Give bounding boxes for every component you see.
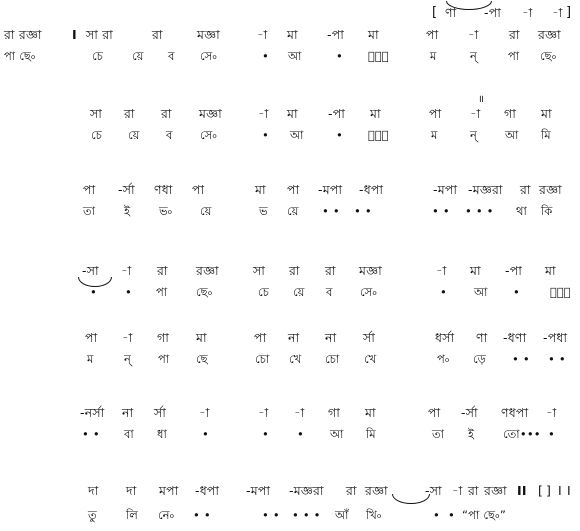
lyric: • <box>262 128 269 142</box>
note: পা <box>85 330 98 345</box>
notes-row <box>0 403 580 423</box>
note: -া <box>546 405 557 420</box>
lyric: ছে৹ <box>540 49 557 63</box>
lyric: • <box>548 427 555 441</box>
lyric: • <box>125 285 132 299</box>
note: -পা <box>327 27 345 42</box>
lyric: পা ছে৹ <box>4 49 36 63</box>
lyric: • • <box>82 427 100 441</box>
lyric: নে৹ <box>158 508 175 522</box>
lyric: ম <box>431 128 438 142</box>
note: -া <box>470 106 481 121</box>
note: -মজ্ঞরা <box>289 483 324 498</box>
lyric: • • • <box>292 508 321 522</box>
lyric: য়ে <box>293 285 305 299</box>
lyric: ধা <box>157 427 167 441</box>
lyric: আ <box>288 49 302 63</box>
lyric: লি <box>126 508 139 522</box>
lyric: য়ে <box>128 128 140 142</box>
note: রা <box>509 27 520 42</box>
note: II <box>517 483 527 498</box>
note: না <box>325 330 337 345</box>
lyric: পা <box>508 49 520 63</box>
lyrics-row <box>0 505 580 525</box>
note: পা <box>428 405 441 420</box>
lyric: য়ে <box>200 204 212 218</box>
lyric: তু <box>88 508 97 522</box>
note: -া <box>121 263 132 278</box>
lyric: ছে <box>196 352 208 366</box>
note: রজ্ঞা <box>484 483 507 498</box>
lyric: ভ৹ <box>159 204 173 218</box>
lyric: আঁ <box>335 508 349 522</box>
header-note: -া <box>522 5 533 20</box>
note: রা <box>325 263 336 278</box>
lyric: য়ে <box>132 49 144 63</box>
note: পা <box>426 27 439 42</box>
notes-row <box>0 481 580 501</box>
note: মা <box>287 27 298 42</box>
lyrics-row <box>0 282 580 302</box>
note: -া <box>436 263 447 278</box>
note: গা <box>504 106 517 121</box>
note: রজ্ঞা <box>539 182 562 197</box>
lyric: আ <box>505 128 519 142</box>
lyric: ই <box>468 427 475 441</box>
note: মা <box>545 263 556 278</box>
note: ণধপা <box>501 405 529 420</box>
lyric: চে <box>258 285 270 299</box>
note: মা <box>368 27 379 42</box>
lyric: “পা ছে৹” <box>462 508 507 522</box>
header-note: ণা <box>445 5 457 20</box>
lyric: য়ে <box>287 204 299 218</box>
note: রা <box>346 483 357 498</box>
lyric: • <box>262 427 269 441</box>
lyric: ভ <box>259 204 268 218</box>
note: মজ্ঞা <box>199 106 222 121</box>
note: -পধা <box>543 330 568 345</box>
note: I <box>558 483 562 498</box>
note: র্সা <box>154 405 167 420</box>
note: সা <box>90 106 103 121</box>
lyric: ম <box>430 49 437 63</box>
note: সা রা <box>86 27 113 42</box>
lyric: • • <box>354 204 372 218</box>
note: র্সা <box>363 330 376 345</box>
lyric: • <box>448 508 455 522</box>
notes-row <box>0 180 580 200</box>
note: রা <box>468 483 479 498</box>
note: পা <box>192 182 205 197</box>
lyric: • • <box>548 352 566 366</box>
lyrics-row <box>0 201 580 221</box>
note: গা <box>157 330 170 345</box>
lyric: চো <box>325 352 340 366</box>
note: ] <box>546 483 552 498</box>
note: -র্সা <box>118 182 135 197</box>
note: -ধপা <box>195 483 220 498</box>
note: দা <box>88 483 99 498</box>
header-open-bracket: [ <box>432 5 438 20</box>
note: -ধপা <box>359 182 384 197</box>
note: -মপা <box>433 182 458 197</box>
note: রা <box>289 263 300 278</box>
lyric: ড়ে <box>473 352 487 366</box>
note: -া <box>258 106 269 121</box>
lyric: পা <box>158 352 170 366</box>
lyric: • <box>433 508 440 522</box>
section-mark-glyph: ॥ <box>478 94 485 105</box>
note: দা <box>126 483 137 498</box>
note: মা <box>255 182 266 197</box>
notes-row <box>0 328 580 348</box>
note: -পা <box>328 106 346 121</box>
lyric: • • <box>193 508 211 522</box>
note: ণা <box>476 330 488 345</box>
lyric: তো••• <box>503 427 541 441</box>
lyric: • <box>262 49 269 63</box>
lyric: ন্ <box>470 128 478 142</box>
lyric: আ <box>330 427 344 441</box>
lyric: ব <box>326 285 333 299</box>
note: [ <box>538 483 544 498</box>
note: -মজ্ঞরা <box>468 182 503 197</box>
note: -সা <box>425 483 442 498</box>
note: না <box>288 330 300 345</box>
header-row <box>0 3 580 23</box>
lyrics-row <box>0 349 580 369</box>
note: -া <box>468 27 479 42</box>
note: রা <box>124 106 135 121</box>
notes-row <box>0 104 580 124</box>
lyric: মি <box>541 128 551 142</box>
lyric: খি৹ <box>366 508 382 522</box>
lyric: • • • <box>465 204 494 218</box>
note: -র্সা <box>461 405 478 420</box>
lyrics-row <box>0 424 580 444</box>
lyric: • <box>202 427 209 441</box>
lyric: বা <box>124 427 134 441</box>
note: -া <box>452 483 463 498</box>
lyric: সে৹ <box>200 128 218 142</box>
note: মা <box>287 106 298 121</box>
lyrics-row <box>0 125 580 145</box>
header-close-bracket: ] <box>566 5 572 20</box>
lyric: • • <box>322 204 340 218</box>
note: মা <box>365 405 376 420</box>
note: -মপা <box>318 182 343 197</box>
lyric: ম <box>87 352 94 366</box>
note: পা <box>83 182 96 197</box>
lyric: • <box>336 49 343 63</box>
note: রা <box>152 27 163 42</box>
lyric: • <box>513 285 520 299</box>
lyric: আ <box>290 128 304 142</box>
lyric: ছে৹ <box>196 285 213 299</box>
note: মা <box>470 263 481 278</box>
note: রজ্ঞা <box>365 483 388 498</box>
note: না <box>122 405 134 420</box>
lyric: চে <box>91 128 103 142</box>
lyric: মা॒ <box>368 49 389 63</box>
header-note: -া <box>552 5 563 20</box>
lyric: পা <box>156 285 168 299</box>
lyric: চো <box>255 352 270 366</box>
note: রজ্ঞা <box>196 263 219 278</box>
note: রা <box>157 263 168 278</box>
note: মা <box>196 330 207 345</box>
note: -া <box>199 405 210 420</box>
lyric: মা॒ <box>368 128 389 142</box>
note: রা <box>520 182 531 197</box>
lyric: থা <box>516 204 527 218</box>
lyric: খে <box>364 352 377 366</box>
lyric: খে <box>289 352 302 366</box>
note: রজ্ঞা <box>538 27 561 42</box>
note: মজ্ঞা <box>359 263 382 278</box>
note: -া <box>257 27 268 42</box>
lyric: • • <box>262 508 280 522</box>
note: সা <box>253 263 266 278</box>
note: পা <box>254 330 267 345</box>
note: -া <box>122 330 133 345</box>
lyric: • <box>440 285 447 299</box>
lyric: মি <box>366 427 376 441</box>
lyric: • <box>90 285 97 299</box>
note: -মপা <box>246 483 271 498</box>
lyric: প৹ <box>437 352 450 366</box>
lyric: সে৹ <box>360 285 378 299</box>
lyric: • <box>336 128 343 142</box>
note: রা রজ্ঞা <box>4 27 42 42</box>
note: I <box>567 483 571 498</box>
note: -া <box>294 405 305 420</box>
note: মজ্ঞা <box>197 27 220 42</box>
lyric: ই <box>124 204 131 218</box>
note: পা <box>287 182 300 197</box>
note: পা <box>429 106 442 121</box>
header-note: -পা <box>484 5 502 20</box>
lyric: কি <box>541 204 553 218</box>
lyric: তা <box>83 204 96 218</box>
lyric: তা <box>432 427 445 441</box>
note: রা <box>161 106 172 121</box>
lyric: চে <box>92 49 104 63</box>
note: মা <box>370 106 381 121</box>
note: মপা <box>159 483 179 498</box>
slur-arc <box>392 494 430 504</box>
lyric: ব <box>168 49 175 63</box>
note: I <box>72 27 77 42</box>
lyric: সে৹ <box>200 49 218 63</box>
lyric: ন্ <box>470 49 478 63</box>
notes-row <box>0 25 580 45</box>
lyric: ন্ <box>124 352 132 366</box>
lyric: ব <box>166 128 173 142</box>
note: মা <box>541 106 552 121</box>
note: -পা <box>505 263 523 278</box>
notes-row <box>0 261 580 281</box>
note: ধর্সা <box>435 330 455 345</box>
note: -ধণা <box>503 330 527 345</box>
lyric: • <box>297 427 304 441</box>
note: -নর্সা <box>80 405 105 420</box>
lyric: মা॒ <box>550 285 571 299</box>
lyric: • • <box>512 352 530 366</box>
note: -সা <box>82 263 99 278</box>
note: ণধা <box>154 182 173 197</box>
lyric: • • <box>432 204 450 218</box>
note: গা <box>328 405 341 420</box>
note: -া <box>258 405 269 420</box>
lyric: আ <box>474 285 488 299</box>
lyrics-row <box>0 46 580 66</box>
